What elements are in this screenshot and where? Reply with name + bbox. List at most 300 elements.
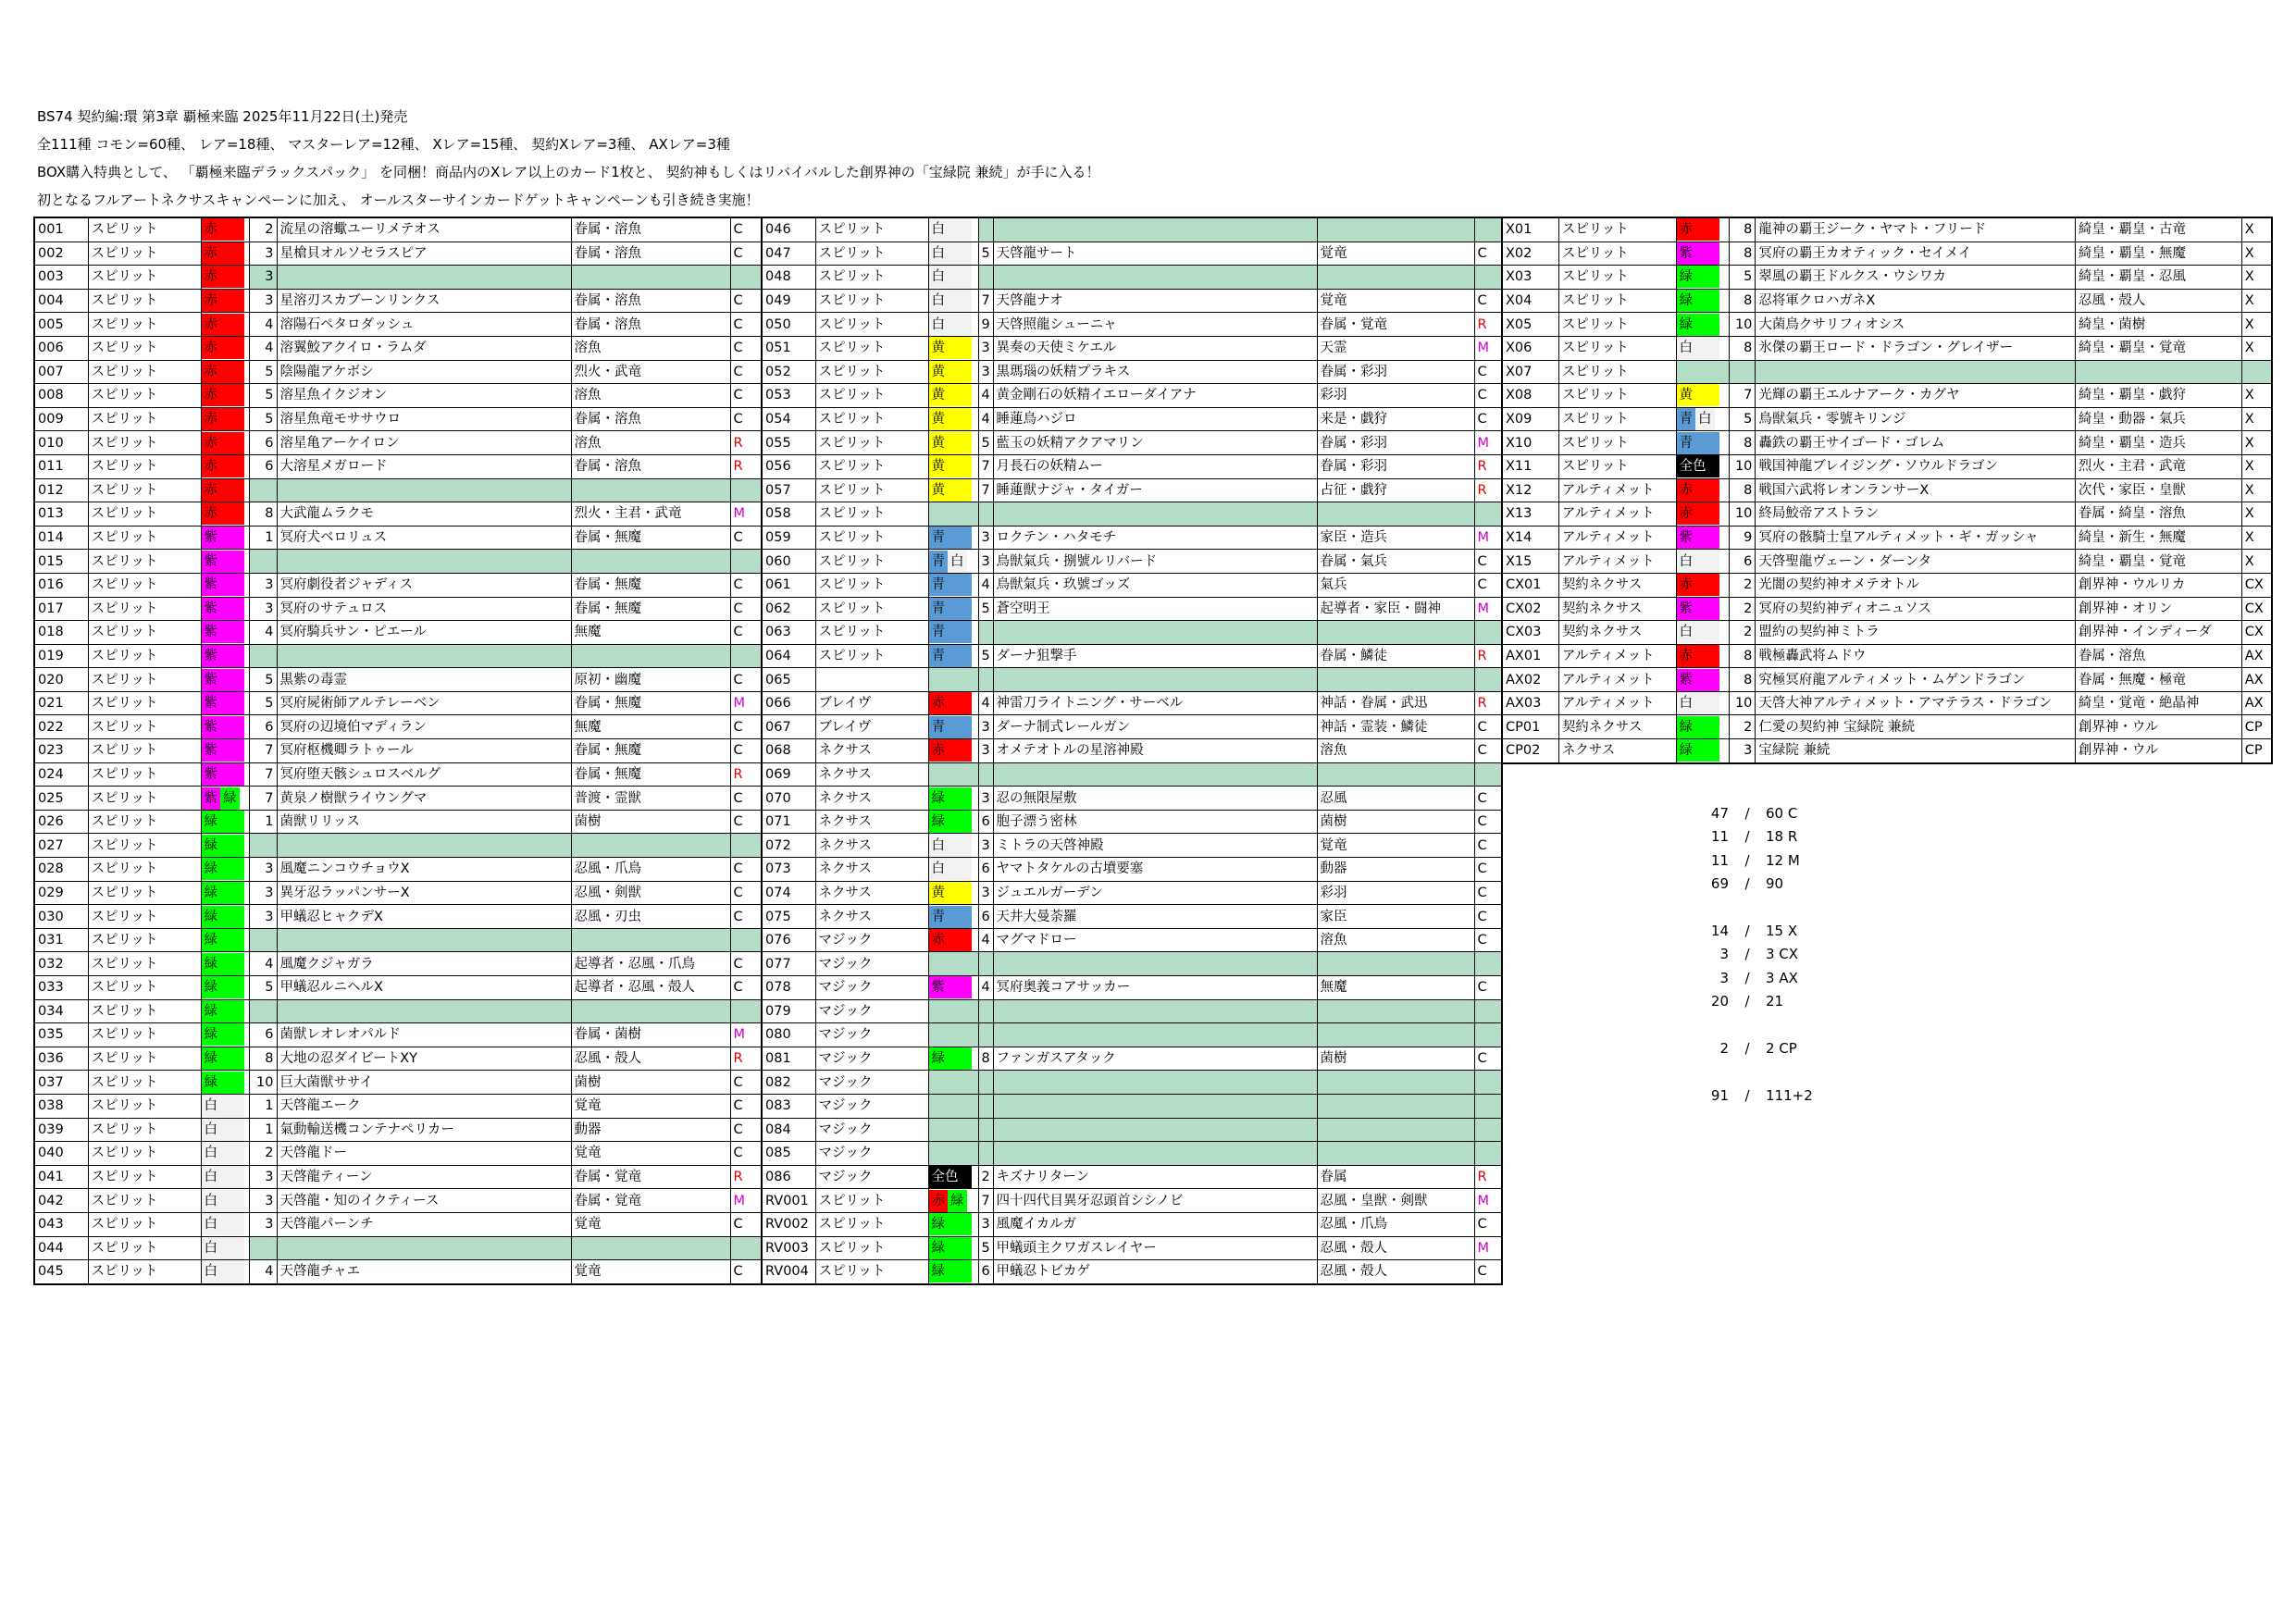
card-rarity: CX: [2241, 573, 2272, 597]
card-family: 烈火・主君・武竜: [2075, 454, 2241, 478]
card-family: 創界神・ウル: [2075, 715, 2241, 739]
card-cost: [978, 621, 993, 645]
card-type: 契約ネクサス: [1558, 621, 1676, 645]
card-rarity: C: [730, 881, 762, 905]
card-cost: 10: [249, 1071, 277, 1095]
card-cost: 3: [249, 1212, 277, 1236]
card-family: 覚竜: [571, 1142, 730, 1166]
card-rarity: [1474, 217, 1502, 242]
card-family: [1317, 762, 1474, 787]
color-chip: 青: [929, 906, 972, 928]
set-breakdown: 全111種 コモン=60種、 レア=18種、 マスターレア=12種、 Xレア=15種、 契約Xレア=3種、 AXレア=3種: [37, 136, 730, 153]
card-family: [1317, 266, 1474, 290]
card-number: 047: [762, 242, 815, 266]
color-chip: 赤: [202, 290, 244, 312]
card-type: スピリット: [88, 217, 201, 242]
card-cost: 6: [978, 858, 993, 882]
card-color: [1676, 502, 1729, 527]
card-rarity: X: [2241, 502, 2272, 527]
card-rarity: R: [730, 431, 762, 455]
color-chip: 緑: [202, 1047, 244, 1070]
card-cost: 4: [978, 384, 993, 408]
card-cost: [249, 928, 277, 952]
card-color: [201, 454, 249, 478]
card-name: ジュエルガーデン: [993, 881, 1317, 905]
card-color: [928, 787, 978, 811]
card-name: 胞子漂う密林: [993, 810, 1317, 834]
card-type: スピリット: [88, 668, 201, 692]
card-family: 綺皇・菌樹: [2075, 313, 2241, 337]
card-number: 020: [34, 668, 88, 692]
summary-slash: /: [1744, 851, 1750, 869]
card-number: 035: [34, 1023, 88, 1047]
card-color: [928, 952, 978, 976]
card-color: [1676, 597, 1729, 621]
card-family: 神話・霊装・鱗徒: [1317, 715, 1474, 739]
table-row: [762, 1236, 1502, 1260]
card-color: [928, 431, 978, 455]
card-type: スピリット: [88, 573, 201, 597]
card-cost: 3: [978, 360, 993, 384]
table-row: [34, 644, 762, 668]
card-name: [993, 999, 1317, 1023]
card-type: スピリット: [1558, 266, 1676, 290]
card-type: スピリット: [88, 999, 201, 1023]
card-cost: 3: [249, 858, 277, 882]
card-number: 063: [762, 621, 815, 645]
card-family: 創界神・インディーダ: [2075, 621, 2241, 645]
card-name: 異牙忍ラッパンサーX: [277, 881, 571, 905]
card-rarity: CP: [2241, 715, 2272, 739]
card-color: [1676, 715, 1729, 739]
card-type: スピリット: [1558, 384, 1676, 408]
card-rarity: X: [2241, 266, 2272, 290]
card-rarity: [1474, 999, 1502, 1023]
card-name: 溶星亀アーケイロン: [277, 431, 571, 455]
card-family: 菌樹: [1317, 1047, 1474, 1071]
card-color: [928, 454, 978, 478]
table-row: [762, 597, 1502, 621]
table-row: [34, 810, 762, 834]
card-family: 眷属・無魔: [571, 691, 730, 715]
card-type: スピリット: [88, 834, 201, 858]
card-rarity: C: [1474, 858, 1502, 882]
color-chip: 赤: [929, 1190, 949, 1212]
card-family: 眷属・無魔・極竜: [2075, 668, 2241, 692]
card-family: 溶魚: [571, 384, 730, 408]
table-row: [762, 881, 1502, 905]
card-family: 眷属・無魔: [571, 597, 730, 621]
color-chip: 赤: [1677, 574, 1719, 596]
table-row: [762, 810, 1502, 834]
table-row: [762, 502, 1502, 527]
table-row: [34, 928, 762, 952]
table-row: [34, 858, 762, 882]
card-number: 013: [34, 502, 88, 527]
card-cost: 3: [249, 597, 277, 621]
card-type: アルティメット: [1558, 478, 1676, 502]
card-type: スピリット: [88, 881, 201, 905]
card-color: [201, 834, 249, 858]
card-type: スピリット: [88, 952, 201, 976]
card-rarity: C: [730, 739, 762, 763]
table-row: [762, 478, 1502, 502]
summary-row: [1684, 899, 1806, 916]
card-rarity: AX: [2241, 644, 2272, 668]
card-number: X01: [1502, 217, 1558, 242]
table-row: [34, 1118, 762, 1142]
card-number: AX02: [1502, 668, 1558, 692]
card-family: [571, 928, 730, 952]
card-rarity: C: [1474, 573, 1502, 597]
card-name: [993, 1142, 1317, 1166]
card-name: ヤマトタケルの古墳要塞: [993, 858, 1317, 882]
card-number: 052: [762, 360, 815, 384]
card-type: スピリット: [88, 454, 201, 478]
card-family: [1317, 1118, 1474, 1142]
card-family: [571, 644, 730, 668]
card-name: 甲蟻頭主クワガスレイヤー: [993, 1236, 1317, 1260]
card-color: [928, 668, 978, 692]
table-row: [762, 1165, 1502, 1189]
card-family: 眷属・綺皇・溶魚: [2075, 502, 2241, 527]
table-row: [34, 762, 762, 787]
card-number: 074: [762, 881, 815, 905]
card-rarity: C: [1474, 550, 1502, 574]
card-color: [201, 573, 249, 597]
card-color: [201, 550, 249, 574]
card-color: [928, 999, 978, 1023]
summary-total: 90: [1766, 875, 1784, 893]
card-rarity: R: [1474, 478, 1502, 502]
card-name: 戦極轟武将ムドウ: [1756, 644, 2075, 668]
table-row: [762, 1142, 1502, 1166]
card-rarity: C: [730, 336, 762, 360]
card-cost: 4: [249, 336, 277, 360]
color-chip: 白: [202, 1142, 244, 1164]
card-cost: 6: [978, 905, 993, 929]
table-row: [1502, 336, 2272, 360]
card-color: [928, 1142, 978, 1166]
card-rarity: R: [730, 762, 762, 787]
color-chip: 緑: [202, 953, 244, 975]
card-rarity: C: [1474, 242, 1502, 266]
card-family: 覚竜: [1317, 242, 1474, 266]
card-number: 004: [34, 289, 88, 313]
card-type: マジック: [815, 952, 928, 976]
card-family: 覚竜: [1317, 289, 1474, 313]
card-number: CX02: [1502, 597, 1558, 621]
card-name: 菌獣リリッス: [277, 810, 571, 834]
card-name: [993, 668, 1317, 692]
card-number: CP02: [1502, 739, 1558, 763]
card-family: [1317, 1094, 1474, 1118]
card-type: スピリット: [88, 1165, 201, 1189]
color-chip: 紫: [1677, 598, 1719, 620]
card-number: X09: [1502, 407, 1558, 431]
color-chip: 赤: [1677, 218, 1719, 241]
card-cost: 7: [978, 478, 993, 502]
card-number: 077: [762, 952, 815, 976]
card-cost: [978, 952, 993, 976]
card-rarity: [1474, 952, 1502, 976]
card-family: [571, 478, 730, 502]
color-chip: 白: [202, 1260, 244, 1282]
card-number: X12: [1502, 478, 1558, 502]
card-rarity: C: [730, 1142, 762, 1166]
card-rarity: [730, 644, 762, 668]
card-family: 溶魚: [571, 431, 730, 455]
card-number: 040: [34, 1142, 88, 1166]
card-color: [928, 478, 978, 502]
card-rarity: [730, 266, 762, 290]
summary-slash: /: [1744, 805, 1750, 822]
card-rarity: C: [730, 621, 762, 645]
card-color: [201, 597, 249, 621]
card-number: RV001: [762, 1189, 815, 1213]
card-color: [201, 360, 249, 384]
card-name: 鳥獣氣兵・玖號ゴッズ: [993, 573, 1317, 597]
card-rarity: C: [730, 242, 762, 266]
card-number: 067: [762, 715, 815, 739]
card-cost: 6: [249, 431, 277, 455]
table-row: [34, 787, 762, 811]
card-rarity: C: [1474, 1260, 1502, 1284]
card-type: マジック: [815, 1165, 928, 1189]
color-chip: 紫: [202, 551, 244, 573]
color-chip: 緑: [202, 906, 244, 928]
table-row: [1502, 739, 2272, 763]
table-row: [762, 928, 1502, 952]
card-rarity: C: [730, 810, 762, 834]
summary-slash: /: [1744, 875, 1750, 893]
card-name: 天啓聖龍ヴェーン・ダーンタ: [1756, 550, 2075, 574]
card-type: スピリット: [88, 313, 201, 337]
card-type: スピリット: [1558, 407, 1676, 431]
card-cost: [249, 999, 277, 1023]
card-cost: 1: [249, 1118, 277, 1142]
color-chip: 赤: [1677, 645, 1719, 667]
card-color: [928, 644, 978, 668]
card-name: 流星の溶蠍ユーリメテオス: [277, 217, 571, 242]
card-color: [1676, 384, 1729, 408]
summary-total: 3 AX: [1766, 969, 1798, 986]
table-row: [762, 217, 1502, 242]
card-number: 019: [34, 644, 88, 668]
color-chip: 青: [929, 551, 949, 573]
card-name: 冥府騎兵サン・ピエール: [277, 621, 571, 645]
card-type: マジック: [815, 1047, 928, 1071]
card-rarity: [1474, 1142, 1502, 1166]
summary-owned: 11: [1710, 828, 1729, 846]
card-name: [277, 1236, 571, 1260]
card-color: [1676, 313, 1729, 337]
card-cost: 7: [978, 1189, 993, 1213]
summary-total: 15 X: [1766, 923, 1798, 939]
color-chip: 紫: [1677, 527, 1719, 549]
card-rarity: C: [730, 1094, 762, 1118]
card-cost: 8: [249, 502, 277, 527]
table-row: [34, 1071, 762, 1095]
card-number: X08: [1502, 384, 1558, 408]
card-number: 005: [34, 313, 88, 337]
card-number: 011: [34, 454, 88, 478]
card-type: スピリット: [88, 644, 201, 668]
card-family: 眷属・覚竜: [571, 1165, 730, 1189]
color-chip: 黄: [929, 882, 972, 904]
card-rarity: R: [730, 1047, 762, 1071]
card-table-3: [1501, 217, 2273, 764]
card-name: マグマドロー: [993, 928, 1317, 952]
card-color: [928, 550, 978, 574]
card-color: [201, 1047, 249, 1071]
card-rarity: [730, 834, 762, 858]
card-type: スピリット: [88, 691, 201, 715]
card-color: [201, 1142, 249, 1166]
card-color: [928, 928, 978, 952]
card-cost: 4: [249, 1260, 277, 1284]
table-row: [762, 762, 1502, 787]
card-type: [815, 668, 928, 692]
color-chip: 紫: [202, 621, 244, 643]
color-chip: 紫: [202, 598, 244, 620]
card-color: [1676, 739, 1729, 763]
color-chip: 黄: [1677, 384, 1719, 406]
card-rarity: [1474, 266, 1502, 290]
card-cost: 1: [249, 526, 277, 550]
card-color: [201, 621, 249, 645]
summary-owned: 2: [1719, 1040, 1729, 1057]
table-row: [34, 313, 762, 337]
card-type: ネクサス: [815, 787, 928, 811]
card-rarity: C: [730, 360, 762, 384]
card-color: [928, 976, 978, 1000]
color-chip: 青: [929, 621, 972, 643]
card-name: 轟鉄の覇王サイゴード・ゴレム: [1756, 431, 2075, 455]
card-rarity: C: [730, 976, 762, 1000]
card-name: 氷傑の覇王ロード・ドラゴン・グレイザー: [1756, 336, 2075, 360]
card-family: 忍風・刃虫: [571, 905, 730, 929]
card-rarity: M: [730, 1189, 762, 1213]
table-row: [34, 1023, 762, 1047]
color-chip: 黄: [929, 361, 972, 383]
card-rarity: C: [1474, 834, 1502, 858]
card-family: 眷属・溶魚: [571, 289, 730, 313]
card-type: マジック: [815, 1094, 928, 1118]
card-rarity: X: [2241, 431, 2272, 455]
card-type: スピリット: [88, 928, 201, 952]
card-name: 鳥獣氣兵・零號キリンジ: [1756, 407, 2075, 431]
card-cost: 5: [978, 242, 993, 266]
card-family: 綺皇・覇皇・無魔: [2075, 242, 2241, 266]
card-rarity: [1474, 1071, 1502, 1095]
color-chip: 黄: [929, 384, 972, 406]
card-color: [201, 905, 249, 929]
card-type: スピリット: [88, 431, 201, 455]
color-chip: 赤: [202, 455, 244, 477]
card-type: スピリット: [1558, 313, 1676, 337]
card-color: [201, 928, 249, 952]
summary-slash: /: [1744, 1086, 1750, 1104]
card-family: [1317, 1023, 1474, 1047]
card-color: [928, 858, 978, 882]
card-color: [1676, 644, 1729, 668]
card-type: スピリット: [88, 266, 201, 290]
color-chip: 緑: [1677, 266, 1719, 288]
card-type: アルティメット: [1558, 691, 1676, 715]
table-row: [762, 668, 1502, 692]
card-cost: 5: [249, 976, 277, 1000]
card-rarity: M: [1474, 336, 1502, 360]
card-number: 076: [762, 928, 815, 952]
card-type: スピリット: [815, 1260, 928, 1284]
card-type: スピリット: [88, 1212, 201, 1236]
card-color: [201, 999, 249, 1023]
card-family: [1317, 999, 1474, 1023]
card-color: [928, 1047, 978, 1071]
card-cost: [978, 217, 993, 242]
card-rarity: C: [730, 787, 762, 811]
card-cost: 2: [1729, 573, 1756, 597]
summary-row: [1684, 1086, 1813, 1104]
card-cost: 3: [978, 1212, 993, 1236]
card-type: スピリット: [88, 360, 201, 384]
card-number: 029: [34, 881, 88, 905]
card-cost: [978, 266, 993, 290]
card-number: 070: [762, 787, 815, 811]
card-rarity: M: [1474, 1236, 1502, 1260]
card-type: スピリット: [88, 1189, 201, 1213]
table-row: [762, 266, 1502, 290]
color-chip: 赤: [202, 266, 244, 288]
card-number: CP01: [1502, 715, 1558, 739]
card-color: [201, 407, 249, 431]
card-rarity: M: [730, 691, 762, 715]
color-chip: 赤: [202, 361, 244, 383]
card-name: キズナリターン: [993, 1165, 1317, 1189]
table-row: [762, 1118, 1502, 1142]
color-chip: 緑: [1677, 314, 1719, 336]
color-chip: 白: [202, 1119, 244, 1141]
card-type: スピリット: [815, 336, 928, 360]
card-type: スピリット: [88, 1142, 201, 1166]
card-type: スピリット: [815, 502, 928, 527]
card-cost: 5: [249, 407, 277, 431]
card-number: X05: [1502, 313, 1558, 337]
color-chip: 緑: [1677, 716, 1719, 738]
card-rarity: [1474, 762, 1502, 787]
card-rarity: M: [1474, 1189, 1502, 1213]
card-number: X03: [1502, 266, 1558, 290]
card-family: 覚竜: [571, 1212, 730, 1236]
card-rarity: CX: [2241, 621, 2272, 645]
card-family: 眷属・溶魚: [571, 313, 730, 337]
summary-owned: 47: [1710, 805, 1729, 822]
card-name: 戦国六武将レオンランサーX: [1756, 478, 2075, 502]
card-family: 眷属・彩羽: [1317, 431, 1474, 455]
card-cost: 8: [978, 1047, 993, 1071]
card-family: 無魔: [571, 621, 730, 645]
card-cost: 6: [249, 454, 277, 478]
box-bonus-note: BOX購入特典として、 「覇極来臨デラックスパック」 を同梱！商品内のXレア以上のカード1枚と、 契約神もしくはリバイバルした創界神の「宝緑院 兼続」が手に入る！: [37, 164, 1100, 180]
card-color: [928, 1165, 978, 1189]
color-chip: 白: [202, 1213, 244, 1235]
card-name: [993, 502, 1317, 527]
card-type: スピリット: [88, 1071, 201, 1095]
card-cost: 3: [249, 1189, 277, 1213]
card-name: 天啓照龍シューニャ: [993, 313, 1317, 337]
summary-total: 2 CP: [1766, 1040, 1797, 1057]
